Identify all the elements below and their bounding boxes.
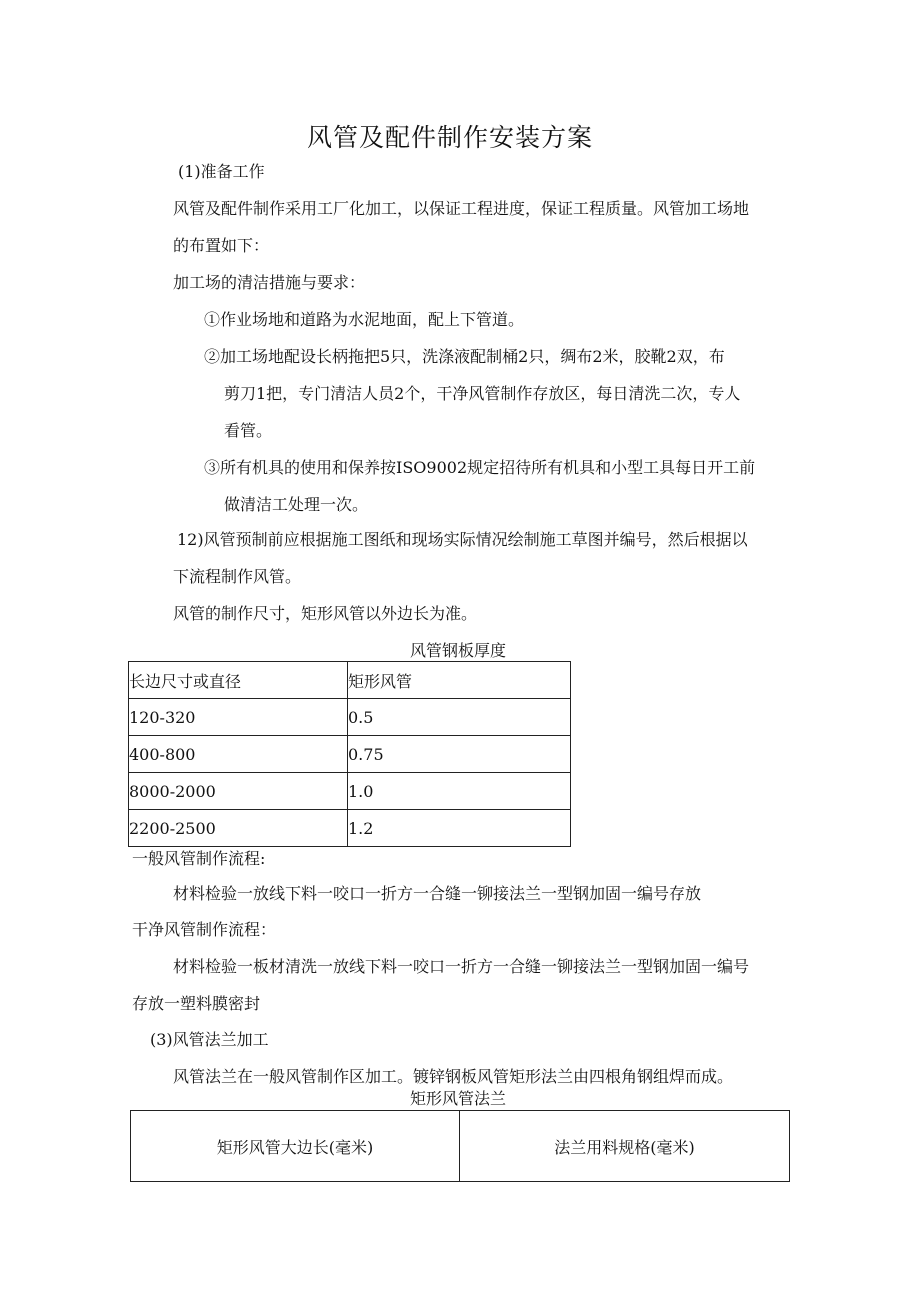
page-title: 风管及配件制作安装方案 [307,123,594,152]
table-row [129,810,571,847]
table-header-row [129,662,571,699]
section-1-heading: (1)准备工作 [178,162,265,181]
list-item: ①作业场地和道路为水泥地面，配上下管道。 [204,310,525,329]
section-2-line: 12)风管预制前应根据施工图纸和现场实际情况绘制施工草图并编号，然后根据以 [177,530,748,549]
table-cell: 1.0 [348,773,571,810]
list-item-continuation: 看管。 [224,421,273,440]
table-header-row [131,1111,790,1182]
table-cell: 120-320 [129,699,348,736]
table-cell: 0.5 [348,699,571,736]
process-flow-continuation: 存放一塑料膜密封 [132,994,261,1013]
table-cell: 2200-2500 [129,810,348,847]
header-cell: 长边尺寸或直径 [129,662,348,699]
size-note: 风管的制作尺寸，矩形风管以外边长为准。 [173,604,478,623]
table-row [129,773,571,810]
cleaning-heading: 加工场的清洁措施与要求： [173,273,366,292]
section-3-paragraph: 风管法兰在一般风管制作区加工。镀锌钢板风管矩形法兰由四根角钢组焊而成。 [173,1067,734,1086]
process-heading: 一般风管制作流程: [132,849,266,868]
list-item: ③所有机具的使用和保养按ISO9002规定招待所有机具和小型工具每日开工前 [204,458,756,477]
header-cell: 法兰用料规格(毫米) [460,1111,790,1182]
table-cell: 0.75 [348,736,571,773]
paragraph-line: 的布置如下： [173,236,270,255]
list-item: ②加工场地配设长柄拖把5只，洗涤液配制桶2只，绸布2米，胶靴2双，布 [204,347,725,366]
process-flow: 材料检验一放线下料一咬口一折方一合缝一铆接法兰一型钢加固一编号存放 [173,884,702,903]
section-2-line: 下流程制作风管。 [173,567,302,586]
flange-table [130,1110,790,1182]
list-item-continuation: 做清洁工处理一次。 [224,495,369,514]
table-caption: 风管钢板厚度 [410,641,507,660]
table-row [129,736,571,773]
header-cell: 矩形风管 [348,662,571,699]
table-row [129,699,571,736]
thickness-table [128,661,571,847]
process-heading: 干净风管制作流程： [132,920,277,939]
list-item-continuation: 剪刀1把，专门清洁人员2个，干净风管制作存放区，每日清洗二次，专人 [224,384,741,403]
table-cell: 400-800 [129,736,348,773]
table-caption: 矩形风管法兰 [410,1089,507,1108]
process-flow: 材料检验一板材清洗一放线下料一咬口一折方一合缝一铆接法兰一型钢加固一编号 [173,957,750,976]
table-cell: 8000-2000 [129,773,348,810]
section-3-heading: (3)风管法兰加工 [150,1030,269,1049]
table-cell: 1.2 [348,810,571,847]
paragraph-line: 风管及配件制作采用工厂化加工，以保证工程进度，保证工程质量。风管加工场地 [173,199,750,218]
header-cell: 矩形风管大边长(毫米) [131,1111,460,1182]
